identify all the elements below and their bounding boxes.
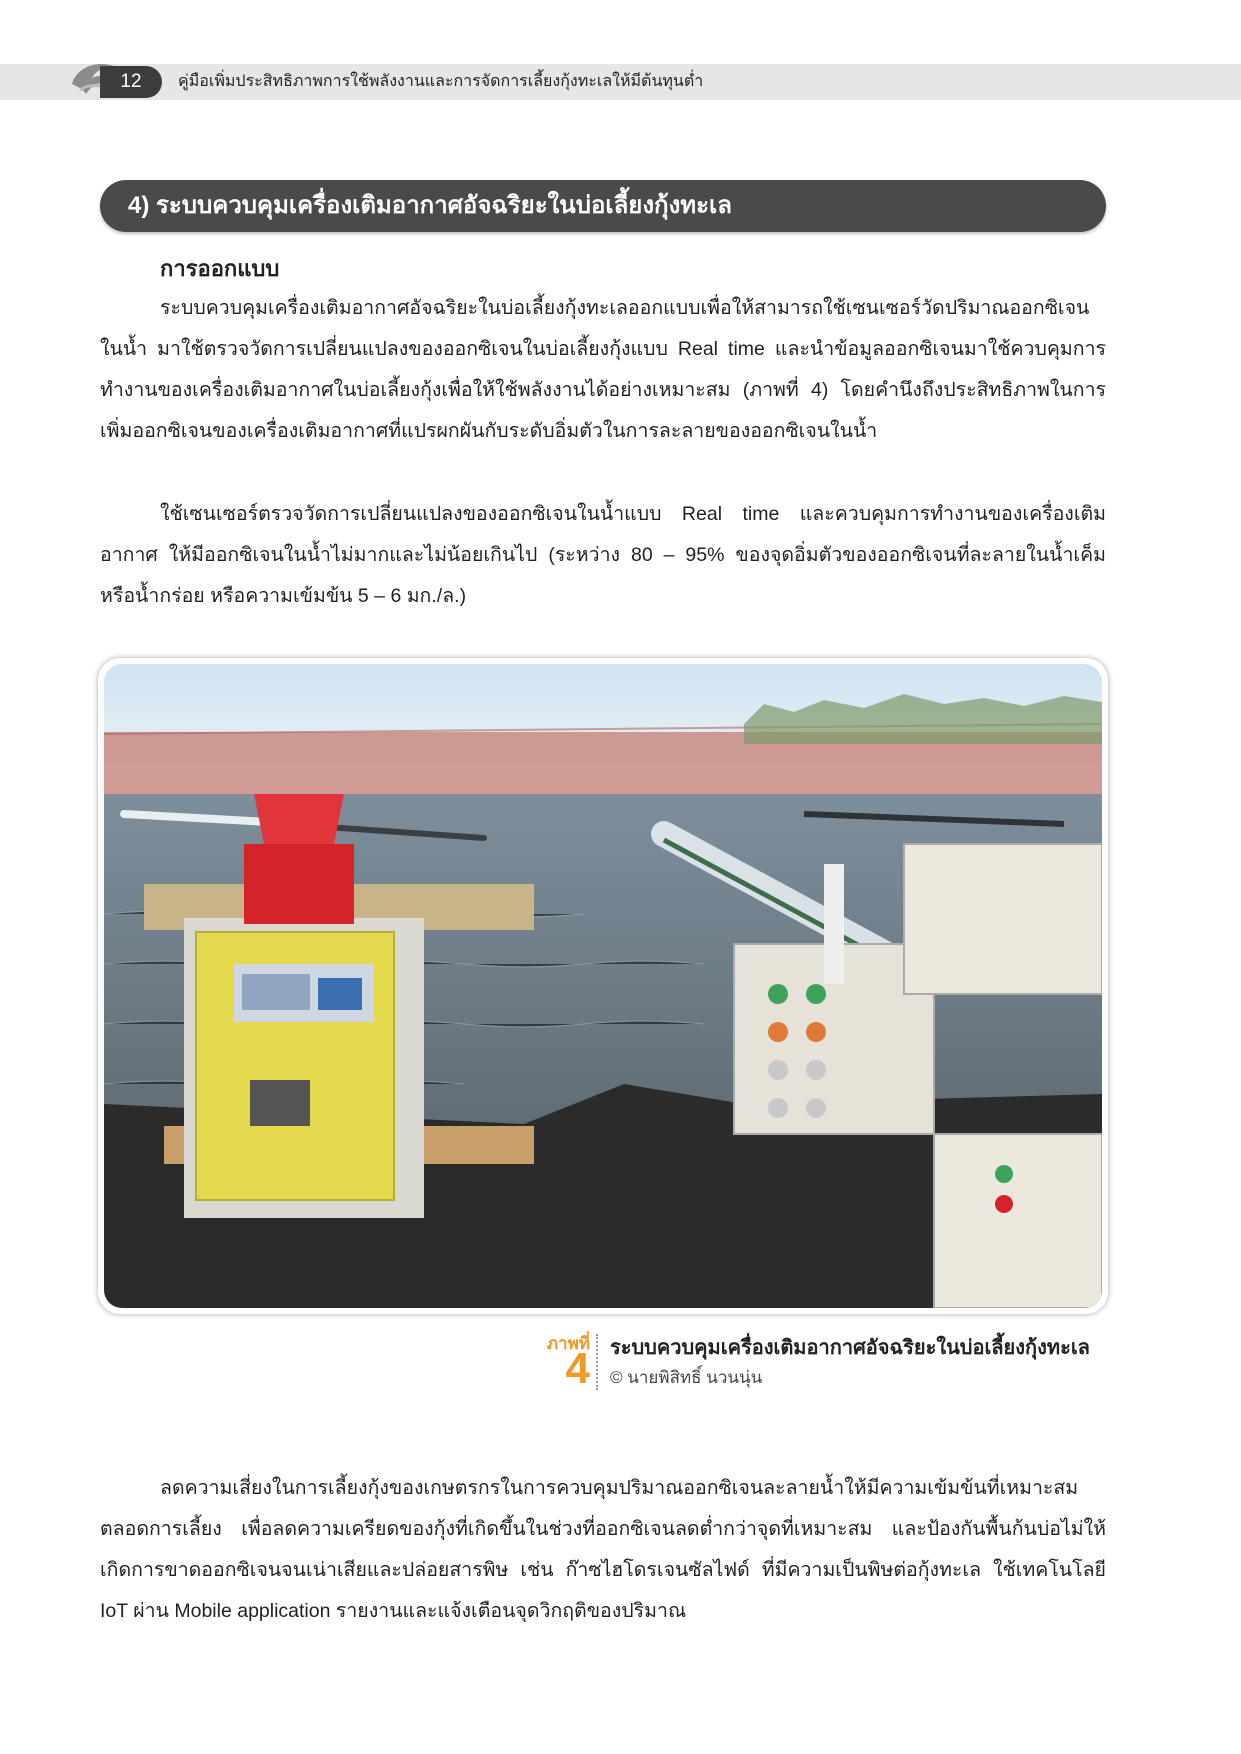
paragraph-text: ใช้เซนเซอร์ตรวจวัดการเปลี่ยนแปลงของออกซิเจนในน้ำแบบ Real time และควบคุมการทำงานของเครื่องเติมอากาศ ให้มีออกซิเจนในน้ำไม่มากและไม่น้อยเกินไป (ระหว่าง 80 – 95% ของจุดอิ่มตัวของออกซิเจนที่ละลายในน้ำเค็ม หรือน้ำกร่อย หรือความเข้มข้น 5 – 6 มก./ล.) — [100, 503, 1106, 607]
figure-credit: © นายพิสิทธิ์ นวนนุ่น — [610, 1368, 763, 1387]
paragraph-text: ระบบควบคุมเครื่องเติมอากาศอัจฉริยะในบ่อเลี้ยงกุ้งทะเลออกแบบเพื่อให้สามารถใช้เซนเซอร์วัดปริมาณออกซิเจนในน้ำ มาใช้ตรวจวัดการเปลี่ยนแปลงของออกซิเจนในบ่อเลี้ยงกุ้งแบบ Real time และนำข้อมูลออกซิเจนมาใช้ควบคุมการทำงานของเครื่องเติมอากาศในบ่อเลี้ยงกุ้งเพื่อให้ใช้พลังงานได้อย่างเหมาะสม (ภาพที่ 4) โดยคำนึงถึงประสิทธิภาพในการเพิ่มออกซิเจนของเครื่องเติมอากาศที่แปรผกผันกับระดับอิ่มตัวในการละลายของออกซิเจนในน้ำ — [100, 297, 1106, 442]
running-header-title: คู่มือเพิ่มประสิทธิภาพการใช้พลังงานและการจัดการเลี้ยงกุ้งทะเลให้มีต้นทุนต่ำ — [178, 73, 704, 90]
section-title: 4) ระบบควบคุมเครื่องเติมอากาศอัจฉริยะในบ่อเลี้ยงกุ้งทะเล — [128, 192, 732, 219]
figure-caption: ระบบควบคุมเครื่องเติมอากาศอัจฉริยะในบ่อเลี้ยงกุ้งทะเล — [610, 1337, 1090, 1359]
figure-number: 4 — [565, 1344, 590, 1393]
aerator-controller-photo — [104, 664, 1102, 1308]
page-number: 12 — [100, 66, 162, 98]
caption-divider — [596, 1334, 598, 1390]
paragraph — [100, 494, 1106, 617]
subheading: การออกแบบ — [160, 256, 280, 281]
figure-label: ภาพที่ — [546, 1334, 590, 1353]
paragraph — [100, 1468, 1106, 1632]
paragraph-text: ลดความเสี่ยงในการเลี้ยงกุ้งของเกษตรกรในการควบคุมปริมาณออกซิเจนละลายน้ำให้มีความเข้มข้นที่เหมาะสมตลอดการเลี้ยง เพื่อลดความเครียดของกุ้งที่เกิดขึ้นในช่วงที่ออกซิเจนลดต่ำกว่าจุดที่เหมาะสม และป้องกันพื้นก้นบ่อไม่ให้เกิดการขาดออกซิเจนจนเน่าเสียและปล่อยสารพิษ เช่น ก๊าซไฮโดรเจนซัลไฟด์ ที่มีความเป็นพิษต่อกุ้งทะเล ใช้เทคโนโลยี IoT ผ่าน Mobile application รายงานและแจ้งเตือนจุดวิกฤติของปริมาณ — [100, 1477, 1106, 1622]
paragraph — [100, 288, 1106, 452]
